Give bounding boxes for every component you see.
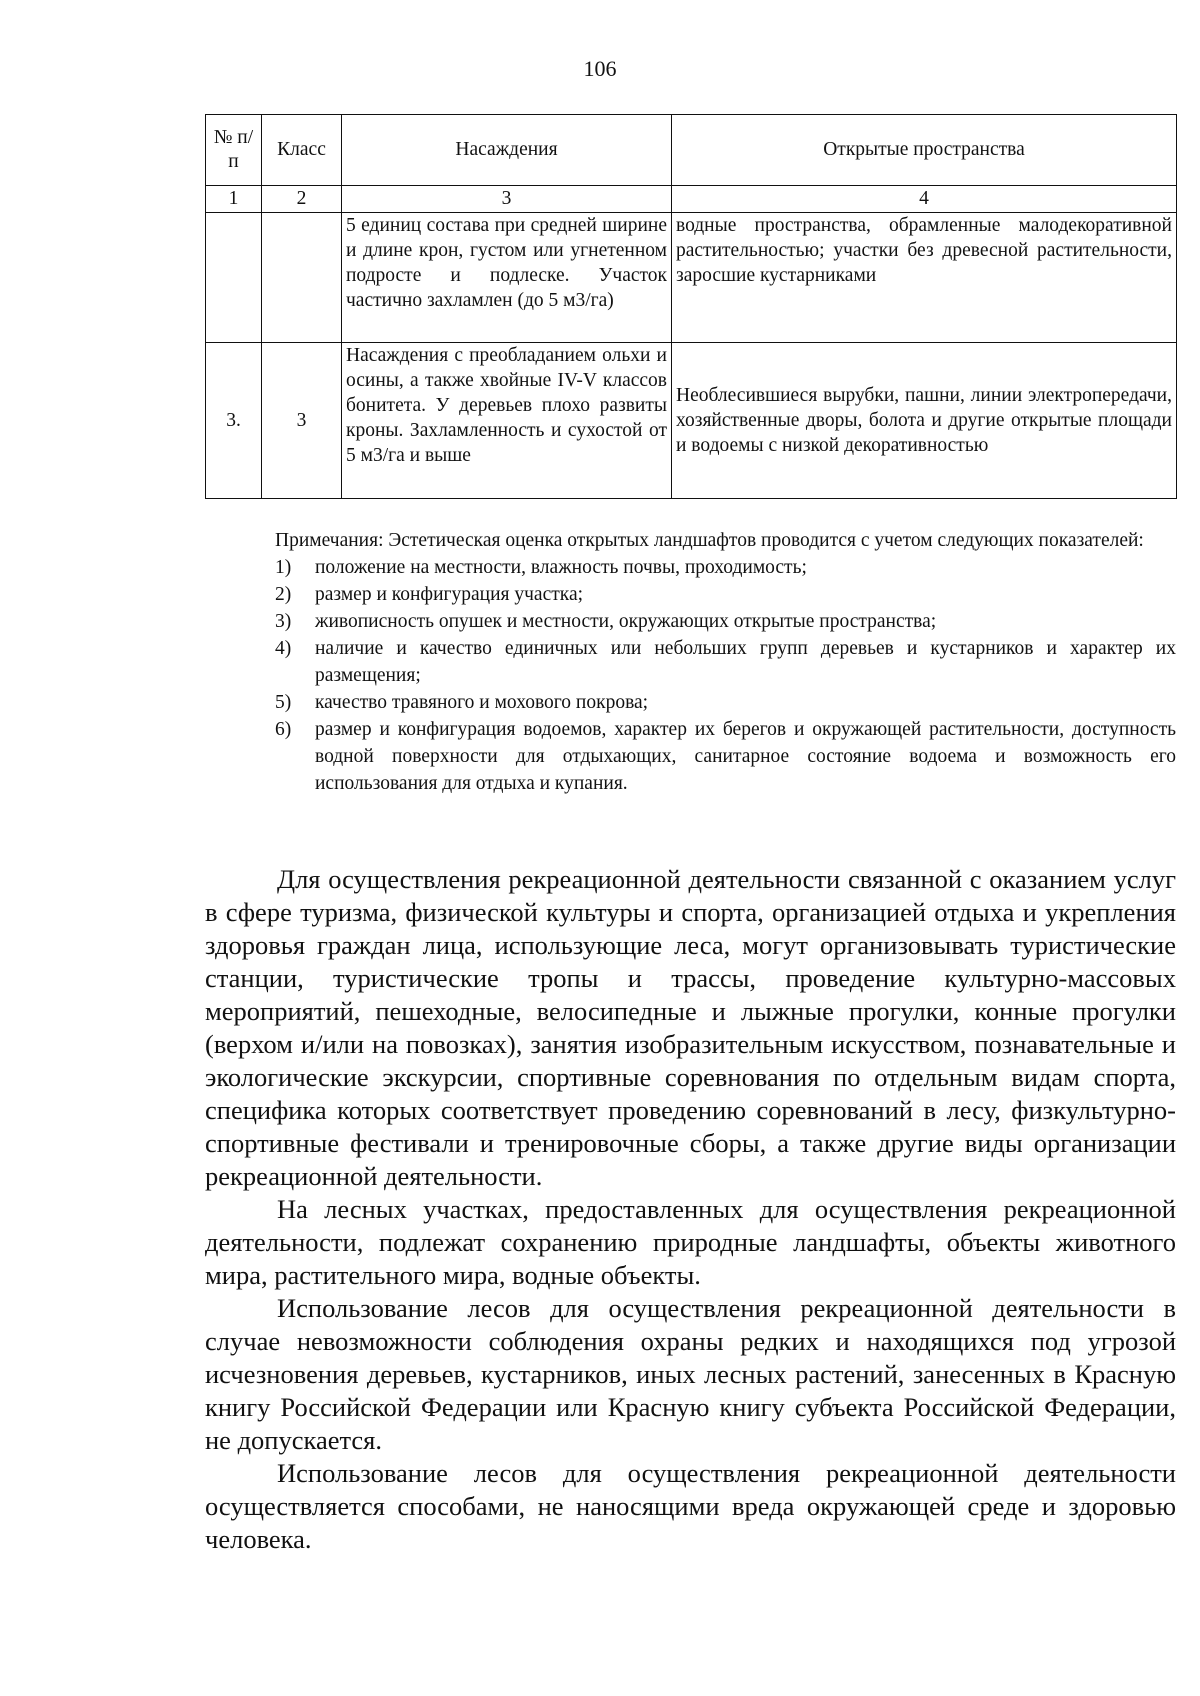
- list-item-text: размер и конфигурация участка;: [315, 584, 584, 605]
- list-marker: 1): [275, 557, 292, 578]
- cell-open-spaces: водные пространства, обрамленные малодекоративной растительностью; участки без древесной растительности, заросшие кустарниками: [672, 213, 1177, 343]
- cell-class: 3: [262, 343, 342, 499]
- column-number: 3: [342, 186, 672, 213]
- cell-num: [206, 213, 262, 343]
- cell-open-spaces: Необлесившиеся вырубки, пашни, линии электропередачи, хозяйственные дворы, болота и другие открытые площади и водоемы с низкой декоративностью: [672, 343, 1177, 499]
- header-class: Класс: [262, 115, 342, 186]
- notes-list: [205, 554, 1176, 797]
- column-number: 1: [206, 186, 262, 213]
- column-number: 4: [672, 186, 1177, 213]
- list-item-text: наличие и качество единичных или небольших групп деревьев и кустарников и характер их размещения;: [315, 638, 1176, 686]
- table-notes: [205, 527, 1176, 797]
- cell-class: [262, 213, 342, 343]
- table-row: [206, 343, 1177, 499]
- body-text: [205, 863, 1176, 1556]
- list-item: [205, 554, 1176, 581]
- list-item-text: размер и конфигурация водоемов, характер их берегов и окружающей растительности, доступность водной поверхности для отдыхающих, санитарное состояние водоема и возможность его использования для отдыха и купания.: [315, 719, 1176, 794]
- cell-plantings: 5 единиц состава при средней ширине и длине крон, густом или угнетенном подросте и подлеске. Участок частично захламлен (до 5 м3/га): [342, 213, 672, 343]
- list-marker: 5): [275, 692, 292, 713]
- body-paragraph: Для осуществления рекреационной деятельности связанной с оказанием услуг в сфере туризма, физической культуры и спорта, организацией отдыха и укрепления здоровья граждан лица, использующие леса, могут организовывать туристические станции, туристические тропы и трассы, проведение культурно-массовых мероприятий, пешеходные, велосипедные и лыжные прогулки, конные прогулки (верхом и/или на повозках), занятия изобразительным искусством, познавательные и экологические экскурсии, спортивные соревнования по отдельным видам спорта, специфика которых соответствует проведению соревнований в лесу, физкультурно-спортивные фестивали и тренировочные сборы, а также другие виды организации рекреационной деятельности.: [205, 864, 1176, 1191]
- body-paragraph: На лесных участках, предоставленных для осуществления рекреационной деятельности, подлежат сохранению природные ландшафты, объекты животного мира, растительного мира, водные объекты.: [205, 1194, 1176, 1290]
- cell-num: 3.: [206, 343, 262, 499]
- page-number: 106: [583, 56, 617, 81]
- list-marker: 4): [275, 638, 292, 659]
- column-number-row: [206, 186, 1177, 213]
- list-item-text: живописность опушек и местности, окружающих открытые пространства;: [315, 611, 937, 632]
- list-item: [205, 689, 1176, 716]
- list-item: [205, 716, 1176, 797]
- header-open-spaces: Открытые пространства: [672, 115, 1177, 186]
- list-item-text: положение на местности, влажность почвы, проходимость;: [315, 557, 807, 578]
- body-paragraph: Использование лесов для осуществления рекреационной деятельности осуществляется способами, не наносящими вреда окружающей среде и здоровью человека.: [205, 1458, 1176, 1554]
- forest-class-table: [205, 114, 1177, 499]
- body-paragraph: Использование лесов для осуществления рекреационной деятельности в случае невозможности соблюдения охраны редких и находящихся под угрозой исчезновения деревьев, кустарников, иных лесных растений, занесенных в Красную книгу Российской Федерации или Красную книгу субъекта Российской Федерации, не допускается.: [205, 1293, 1176, 1455]
- list-item-text: качество травяного и мохового покрова;: [315, 692, 649, 713]
- list-marker: 3): [275, 611, 292, 632]
- list-item: [205, 635, 1176, 689]
- cell-plantings: Насаждения с преобладанием ольхи и осины, а также хвойные IV-V классов бонитета. У деревьев плохо развиты кроны. Захламленность и сухостой от 5 м3/га и выше: [342, 343, 672, 499]
- list-item: [205, 608, 1176, 635]
- notes-intro: Примечания: Эстетическая оценка открытых ландшафтов проводится с учетом следующих показателей:: [275, 530, 1144, 551]
- table-header-row: [206, 115, 1177, 186]
- list-item: [205, 581, 1176, 608]
- header-plantings: Насаждения: [342, 115, 672, 186]
- table-row: [206, 213, 1177, 343]
- header-num: № п/п: [206, 115, 262, 186]
- column-number: 2: [262, 186, 342, 213]
- list-marker: 6): [275, 719, 292, 740]
- list-marker: 2): [275, 584, 292, 605]
